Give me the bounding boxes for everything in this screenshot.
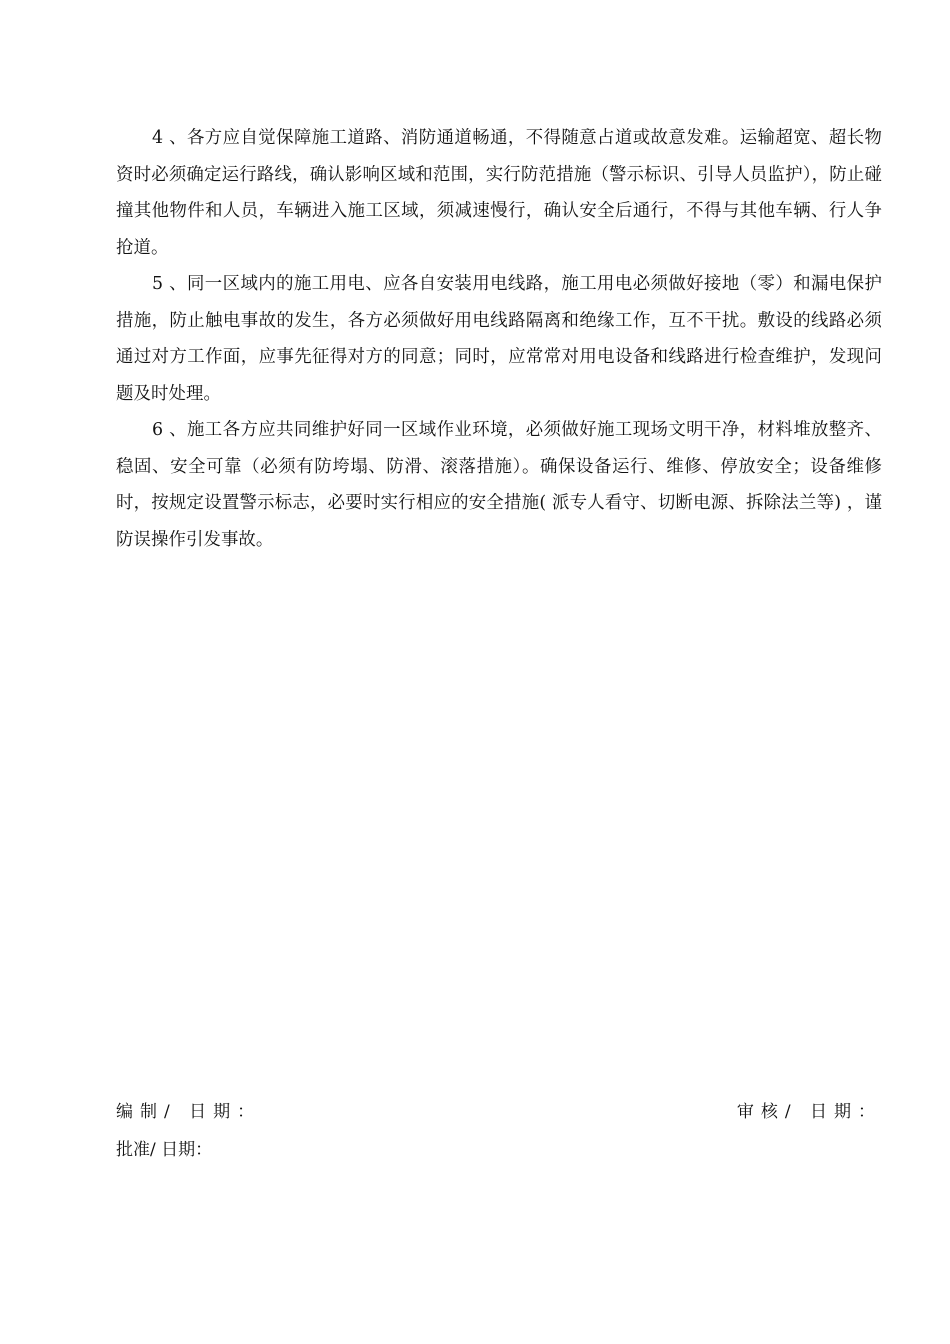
signoff-row-2 [116, 1135, 882, 1161]
paragraph-item-4: 4 、各方应自觉保障施工道路、消防通道畅通，不得随意占道或故意发难。运输超宽、超长物资时必须确定运行路线，确认影响区域和范围，实行防范措施（警示标识、引导人员监护），防止碰撞其他物件和人员，车辆进入施工区域，须减速慢行，确认安全后通行，不得与其他车辆、行人争抢道。 [116, 128, 882, 258]
document-body [116, 120, 882, 558]
approved-by-label: 批准/ 日期： [116, 1140, 213, 1160]
signoff-row-1 [116, 1097, 882, 1123]
paragraph-item-5: 5 、同一区域内的施工用电、应各自安装用电线路，施工用电必须做好接地（零）和漏电保护措施，防止触电事故的发生，各方必须做好用电线路隔离和绝缘工作，互不干扰。敷设的线路必须通过对方工作面，应事先征得对方的同意；同时，应常常对用电设备和线路进行检查维护，发现问题及时处理。 [116, 274, 882, 404]
reviewed-by-label: 审核/ 日期： [736, 1102, 882, 1122]
prepared-by-label: 编制/ 日期： [116, 1102, 262, 1122]
paragraph-item-6: 6 、施工各方应共同维护好同一区域作业环境，必须做好施工现场文明干净，材料堆放整齐、稳固、安全可靠（必须有防垮塌、防滑、滚落措施）。确保设备运行、维修、停放安全；设备维修时，按规定设置警示标志，必要时实行相应的安全措施( 派专人看守、切断电源、拆除法兰等) ，谨防误操作引发事故。 [116, 420, 882, 550]
